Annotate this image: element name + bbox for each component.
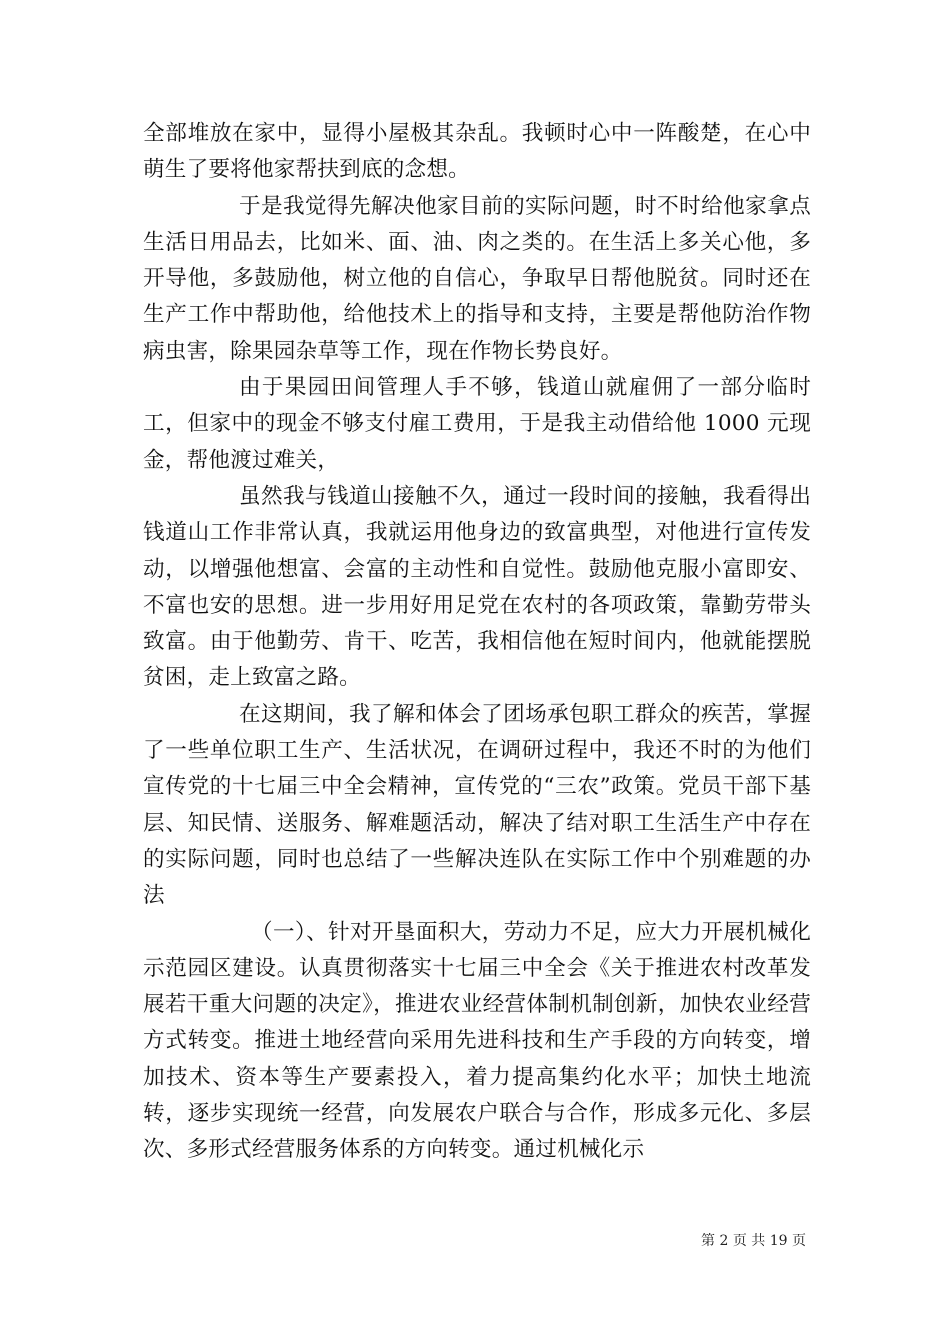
- paragraph-continuation: 全部堆放在家中，显得小屋极其杂乱。我顿时心中一阵酸楚，在心中萌生了要将他家帮扶到底的念想。: [143, 121, 811, 183]
- document-body: [143, 116, 811, 1169]
- paragraph-daily-help: 于是我觉得先解决他家目前的实际问题，时不时给他家拿点生活日用品去，比如米、面、油、肉之类的。在生活上多关心他，多开导他，多鼓励他，树立他的自信心，争取早日帮他脱贫。同时还在生产工作中帮助他，给他技术上的指导和支持，主要是帮他防治作物病虫害，除果园杂草等工作，现在作物长势良好。: [143, 193, 811, 364]
- paragraph-loan: 由于果园田间管理人手不够，钱道山就雇佣了一部分临时工，但家中的现金不够支付雇工费用，于是我主动借给他 1000 元现金，帮他渡过难关，: [143, 375, 811, 473]
- paragraph-research: 在这期间，我了解和体会了团场承包职工群众的疾苦，掌握了一些单位职工生产、生活状况，在调研过程中，我还不时的为他们宣传党的十七届三中全会精神，宣传党的“三农”政策。党员干部下基层、知民情、送服务、解难题活动，解决了结对职工生活生产中存在的实际问题，同时也总结了一些解决连队在实际工作中个别难题的办法: [143, 701, 811, 909]
- page-number-footer: 第 2 页 共 19 页: [701, 1233, 806, 1249]
- paragraph-mechanization: （一）、针对开垦面积大，劳动力不足，应大力开展机械化示范园区建设。认真贯彻落实十七届三中全会《关于推进农村改革发展若干重大问题的决定》，推进农业经营体制机制创新，加快农业经营方式转变。推进土地经营向采用先进科技和生产手段的方向转变，增加技术、资本等生产要素投入，着力提高集约化水平；加快土地流转，逐步实现统一经营，向发展农户联合与合作，形成多元化、多层次、多形式经营服务体系的方向转变。通过机械化示: [143, 919, 811, 1163]
- paragraph-encouragement: 虽然我与钱道山接触不久，通过一段时间的接触，我看得出钱道山工作非常认真，我就运用他身边的致富典型，对他进行宣传发动，以增强他想富、会富的主动性和自觉性。鼓励他克服小富即安、不富也安的思想。进一步用好用足党在农村的各项政策，靠勤劳带头致富。由于他勤劳、肯干、吃苦，我相信他在短时间内，他就能摆脱贫困，走上致富之路。: [143, 483, 811, 691]
